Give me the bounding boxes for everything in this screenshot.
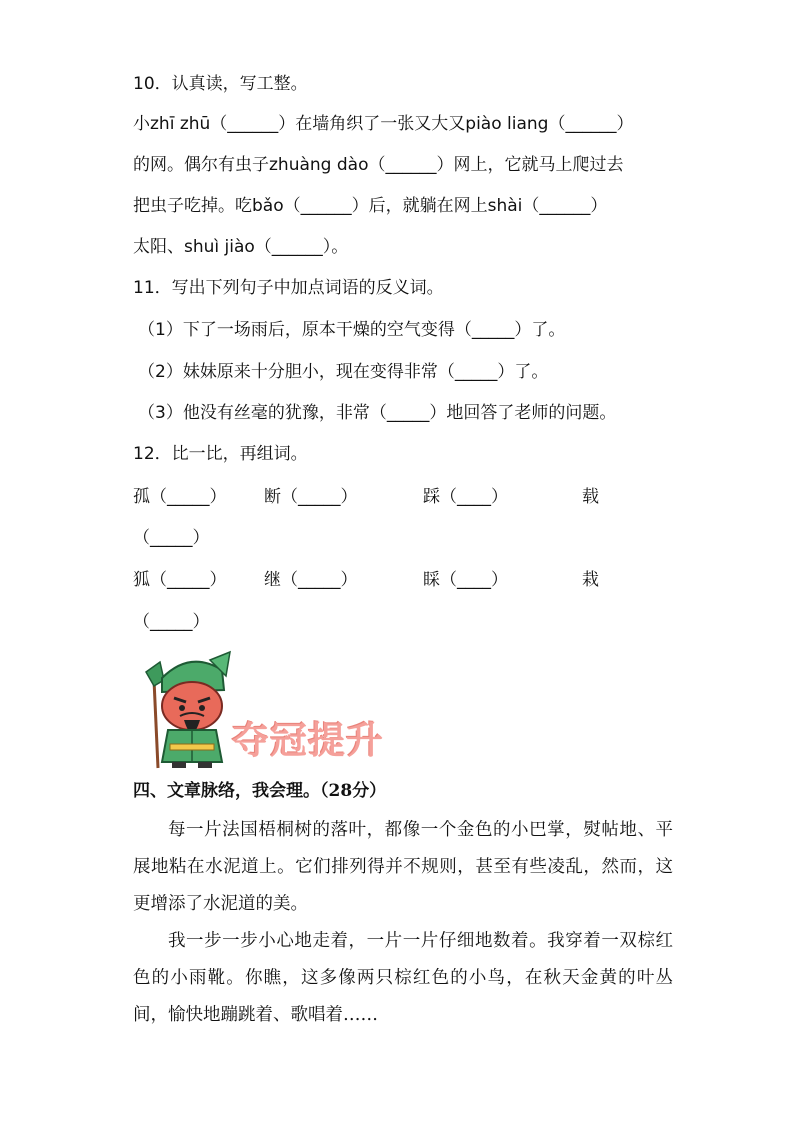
q10-line-1: 小zhī zhū（______）在墙角织了一张又大又piào liang（______） bbox=[133, 114, 634, 134]
q12-r2-c2: 继（_____） bbox=[264, 570, 358, 590]
q10-line-3: 把虫子吃掉。吃bǎo（______）后，就躺在网上shài（______） bbox=[133, 196, 608, 216]
q12-title: 12．比一比，再组词。 bbox=[133, 444, 308, 464]
passage-paragraph-1: 每一片法国梧桐树的落叶，都像一个金色的小巴掌，熨帖地、平展地粘在水泥道上。它们排列得并不规则，甚至有些凌乱，然而，这更增添了水泥道的美。 bbox=[133, 820, 673, 914]
q11-item-3: （3）他没有丝毫的犹豫，非常（_____）地回答了老师的问题。 bbox=[138, 403, 617, 423]
q12-r1-c4: 载 bbox=[582, 487, 599, 507]
q11-title: 11．写出下列句子中加点词语的反义词。 bbox=[133, 278, 444, 298]
q10-line-2: 的网。偶尔有虫子zhuàng dào（______）网上，它就马上爬过去 bbox=[133, 155, 624, 175]
passage-paragraph-2: 我一步一步小心地走着，一片一片仔细地数着。我穿着一双棕红色的小雨靴。你瞧，这多像两只棕红色的小鸟，在秋天金黄的叶丛间，愉快地蹦跳着、歌唱着…… bbox=[133, 931, 673, 1025]
q12-r1-c3: 踩（____） bbox=[423, 487, 508, 507]
promo-banner bbox=[140, 650, 450, 770]
q10-title: 10．认真读，写工整。 bbox=[133, 74, 308, 94]
q12-r2-c1: 狐（_____） bbox=[133, 570, 227, 590]
q12-r2-c3: 睬（____） bbox=[423, 570, 508, 590]
q12-r2-wrap: （_____） bbox=[133, 612, 210, 632]
q11-item-1: （1）下了一场雨后，原本干燥的空气变得（_____）了。 bbox=[138, 320, 566, 340]
q12-r1-wrap: （_____） bbox=[133, 528, 210, 548]
q12-r1-c1: 孤（_____） bbox=[133, 487, 227, 507]
q12-r2-c4: 栽 bbox=[582, 570, 599, 590]
banner-title: 夺冠提升 bbox=[232, 719, 384, 762]
q11-item-2: （2）妹妹原来十分胆小，现在变得非常（_____）了。 bbox=[138, 362, 549, 382]
section-4-title: 四、文章脉络，我会理。（28分） bbox=[133, 781, 387, 801]
q10-line-4: 太阳、shuì jiào（______）。 bbox=[133, 237, 349, 257]
q12-r1-c2: 断（_____） bbox=[264, 487, 358, 507]
